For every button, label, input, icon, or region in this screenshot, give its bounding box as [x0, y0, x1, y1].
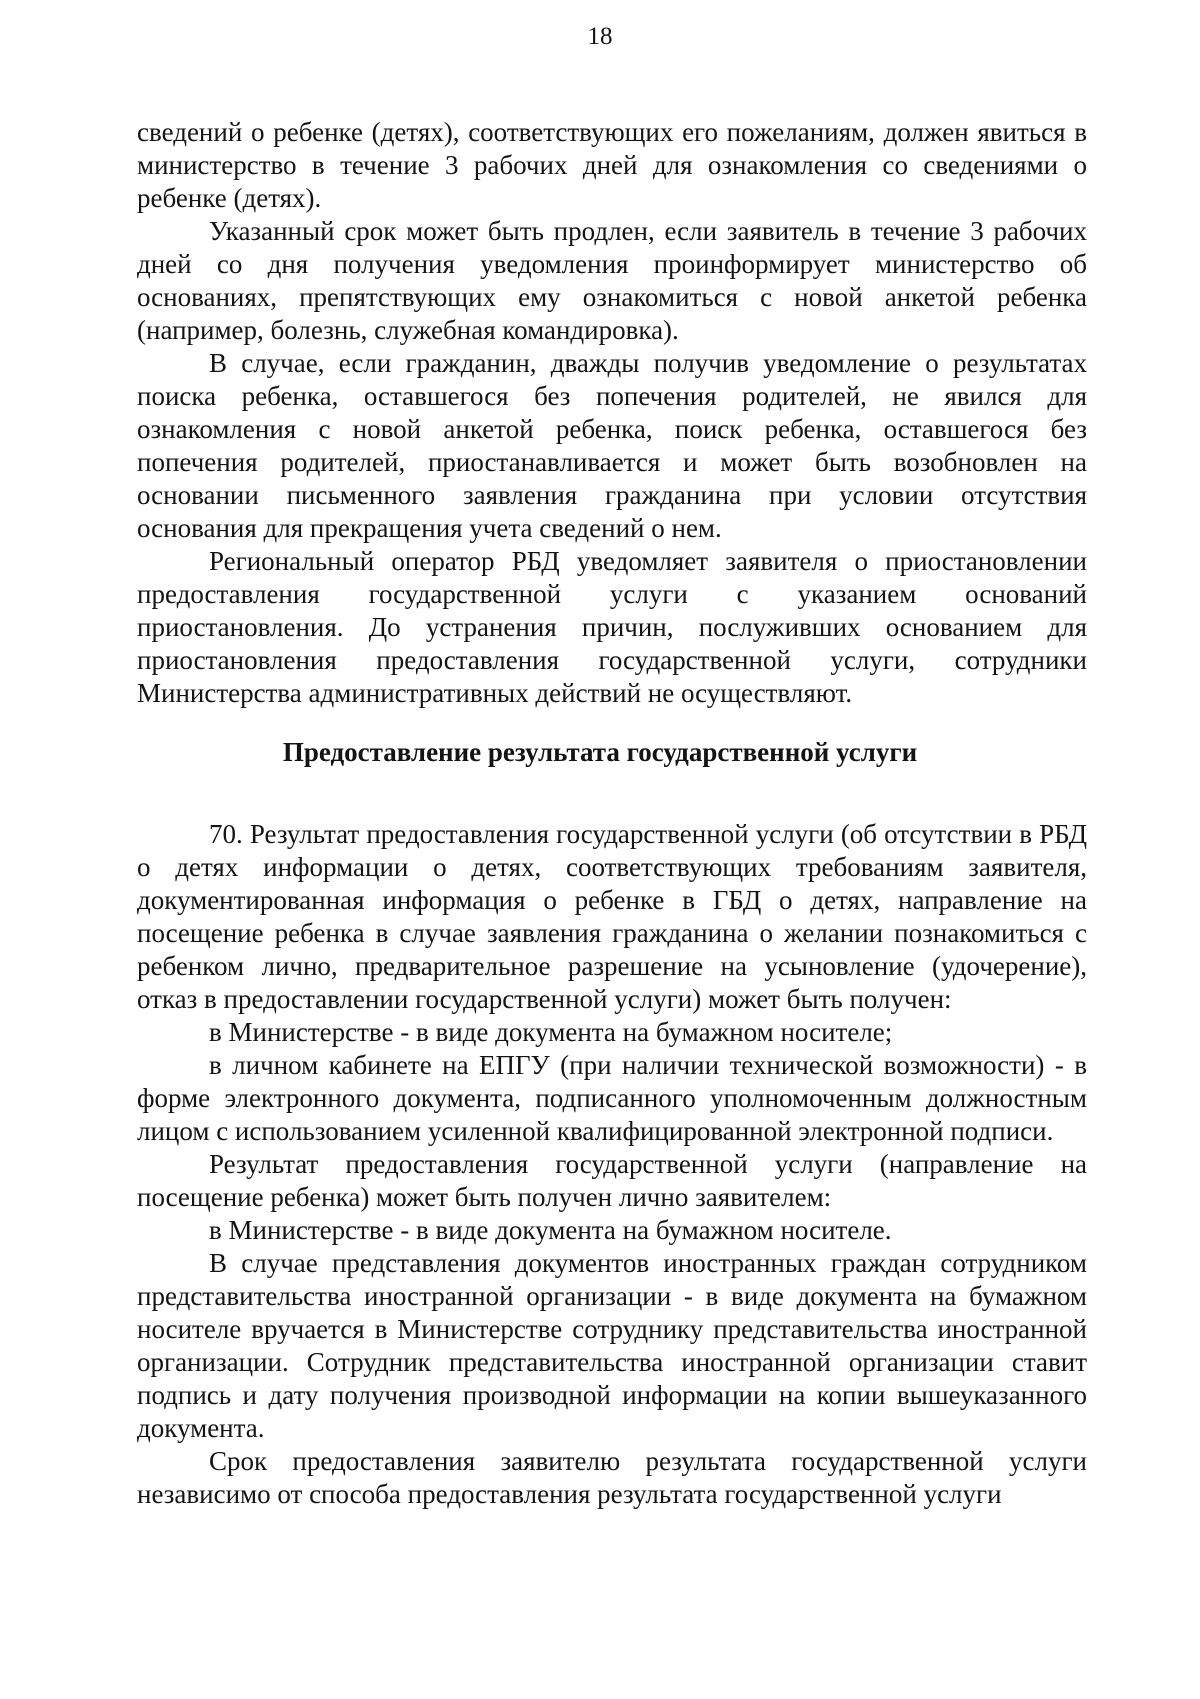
paragraph: Региональный оператор РБД уведомляет заявителя о приостановлении предоставления государственной услуги с указанием оснований приостановления. До устранения причин, послуживших основанием для приостановления предоставления государственной услуги, сотрудники Министерства административных действий не осуществляют.: [137, 546, 1087, 708]
section-heading: Предоставление результата государственной услуги: [282, 737, 918, 767]
paragraph: в личном кабинете на ЕПГУ (при наличии технической возможности) - в форме электронного документа, подписанного уполномоченным должностным лицом с использованием усиленной квалифицированной электронной подписи.: [137, 1050, 1087, 1146]
paragraph: Срок предоставления заявителю результата государственной услуги независимо от способа предоставления результата государственной услуги: [137, 1446, 1087, 1509]
paragraph: 70. Результат предоставления государственной услуги (об отсутствии в РБД о детях информации о детях, соответствующих требованиям заявителя, документированная информация о ребенке в ГБД о детях, направление на посещение ребенка в случае заявления гражданина о желании познакомиться с ребенком лично, предварительное разрешение на усыновление (удочерение), отказ в предоставлении государственной услуги) может быть получен:: [137, 819, 1087, 1014]
paragraph: В случае представления документов иностранных граждан сотрудником представительства иностранной организации - в виде документа на бумажном носителе вручается в Министерстве сотруднику представительства иностранной организации. Сотрудник представительства иностранной организации ставит подпись и дату получения производной информации на копии вышеуказанного документа.: [137, 1248, 1087, 1443]
paragraph: Указанный срок может быть продлен, если заявитель в течение 3 рабочих дней со дня получения уведомления проинформирует министерство об основаниях, препятствующих ему ознакомиться с новой анкетой ребенка (например, болезнь, служебная командировка).: [137, 216, 1087, 345]
text-block-bottom: [137, 818, 1087, 1511]
page-number: 18: [587, 23, 613, 50]
text-block-top: [137, 116, 1087, 710]
paragraph: В случае, если гражданин, дважды получив уведомление о результатах поиска ребенка, оставшегося без попечения родителей, не явился для ознакомления с новой анкетой ребенка, поиск ребенка, оставшегося без попечения родителей, приостанавливается и может быть возобновлен на основании письменного заявления гражданина при условии отсутствия основания для прекращения учета сведений о нем.: [137, 348, 1087, 543]
paragraph: Результат предоставления государственной услуги (направление на посещение ребенка) может быть получен лично заявителем:: [137, 1149, 1087, 1212]
paragraph: сведений о ребенке (детях), соответствующих его пожеланиям, должен явиться в министерство в течение 3 рабочих дней для ознакомления со сведениями о ребенке (детях).: [137, 117, 1087, 213]
paragraph: в Министерстве - в виде документа на бумажном носителе;: [209, 1017, 893, 1047]
paragraph: в Министерстве - в виде документа на бумажном носителе.: [209, 1215, 892, 1245]
